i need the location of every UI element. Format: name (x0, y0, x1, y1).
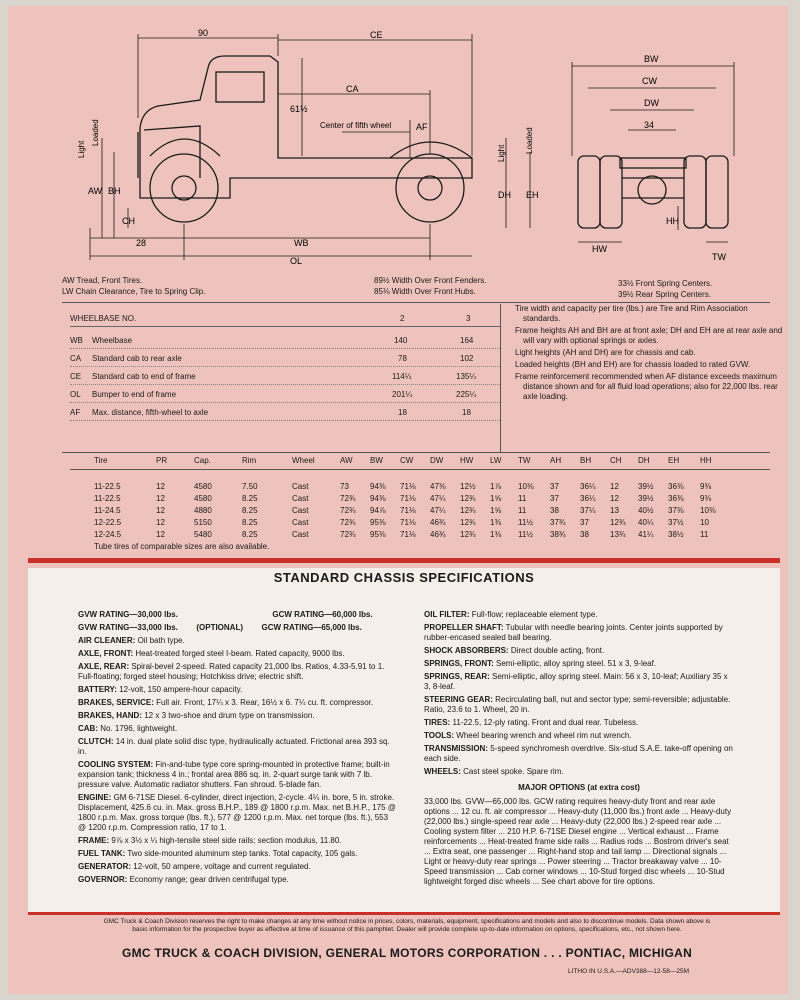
gvw-rating-optional: GVW RATING—33,000 lbs. (78, 623, 178, 632)
spec-item (424, 767, 734, 777)
table-cell: 36¼ (580, 482, 596, 491)
table-cell: Cast (292, 494, 309, 503)
table-cell: DW (430, 456, 444, 465)
table-cell: CH (610, 456, 622, 465)
spec-value: 12 x 3 two-shoe and drum type on transmission. (142, 711, 315, 720)
spec-value: 9⅞ x 3½ x ¼ high-tensile steel side rails; section modulus, 11.80. (109, 836, 342, 845)
optional-label: (OPTIONAL) (196, 623, 244, 632)
spec-item (78, 662, 398, 682)
table-cell: 39½ (638, 494, 654, 503)
spec-item (78, 836, 398, 846)
table-cell: 94⅞ (370, 506, 386, 515)
spec-value: Direct double acting, front. (508, 646, 605, 655)
spec-value: Semi-elliptic, alloy spring steel. 51 x 3, 9-leaf. (493, 659, 657, 668)
table-cell: 71⅛ (400, 482, 416, 491)
spec-front-hubs: 85⅛ Width Over Front Hubs. (374, 287, 476, 296)
spec-value: GM 6-71SE Diesel. 6-cylinder, direct injection, 2-cycle. 4¼ in. bore, 5 in. stroke. Displacement, 425.6 cu. in. Max. gross B.H.P., 189 @ 1800 r.p.m. Max. net B.H.P., 175 @ 1800 r.p.m. Max. gross torque (lbs. ft.), 577 @ 1200 r.p.m. Max. net torque (lbs. ft.), 553 @ 1200 r.p.m. Compression ratio, 17 to 1. (78, 793, 396, 832)
table-cell: 11-22.5 (94, 482, 121, 491)
table-cell: AH (550, 456, 562, 465)
spec-item (424, 623, 734, 643)
spec-item (424, 610, 734, 620)
spec-key: FRAME: (78, 836, 110, 845)
red-band-top (28, 558, 780, 563)
table-cell: 10⅜ (518, 482, 534, 491)
dim-fifth-wheel: Center of fifth wheel (320, 121, 392, 130)
dim-bw: BW (644, 54, 659, 64)
table-cell: 47¼ (430, 494, 446, 503)
note-item: Frame reinforcement recommended when AF distance exceeds maximum distance shown and for all fluid load operations; also for 22,000 lbs. rear axle loading. (515, 372, 778, 401)
divider-mid (62, 452, 770, 453)
row-value-2: 201¼ (392, 390, 413, 399)
options-heading: MAJOR OPTIONS (at extra cost) (518, 783, 640, 792)
table-row (70, 334, 500, 349)
footer-title: GMC TRUCK & COACH DIVISION, GENERAL MOTORS CORPORATION . . . PONTIAC, MICHIGAN (121, 946, 693, 960)
table-cell: Cap. (194, 456, 211, 465)
rear-tire-right-outer (706, 156, 728, 228)
table-cell: 12½ (460, 482, 476, 491)
row-code: AF (70, 408, 81, 417)
table-cell: 95⅜ (370, 530, 386, 539)
spec-key: GOVERNOR: (78, 875, 128, 884)
table-cell: 47⅜ (430, 482, 446, 491)
table-cell: 12 (610, 482, 619, 491)
specs-right-column (424, 610, 734, 890)
spec-value: 5-speed synchromesh overdrive. Six-stud S.A.E. take-off opening on each side. (424, 744, 733, 763)
table-cell: 72¾ (340, 518, 356, 527)
spec-value: 11-22.5, 12-ply rating. Front and dual rear. Tubeless. (450, 718, 639, 727)
dim-61: 61½ (290, 104, 308, 114)
table-cell: 73 (340, 482, 349, 491)
divider-top (62, 302, 770, 303)
specs-left-column (78, 610, 398, 888)
note-item: Tire width and capacity per tire (lbs.) are Tire and Rim Association standards. (515, 304, 748, 323)
spec-key: SHOCK ABSORBERS: (424, 646, 509, 655)
rear-frame (620, 158, 686, 168)
spec-sheet (8, 6, 788, 994)
dim-ce: CE (370, 30, 383, 40)
dim-loaded-right: Loaded (525, 127, 534, 154)
table-cell: Rim (242, 456, 257, 465)
table-cell: 12 (156, 506, 165, 515)
spec-item (78, 849, 398, 859)
table-cell: 36⅜ (668, 482, 684, 491)
table-cell: 37 (550, 482, 559, 491)
spec-item (424, 659, 734, 669)
spec-value: Full-flow; replaceable element type. (469, 610, 598, 619)
dim-cw: CW (642, 76, 657, 86)
table-cell: 37¾ (550, 518, 566, 527)
table-cell: HW (460, 456, 474, 465)
notes-block (500, 304, 785, 452)
table-cell: CW (400, 456, 414, 465)
cab-window (216, 72, 264, 102)
row-label: Standard cab to end of frame (92, 372, 196, 381)
spec-key: AIR CLEANER: (78, 636, 136, 645)
table-cell: 9⅜ (700, 482, 712, 491)
table-cell: 46¾ (430, 530, 446, 539)
table-cell: 1⅜ (490, 518, 502, 527)
table-cell: AW (340, 456, 353, 465)
table-row (70, 388, 500, 403)
spec-front-fenders: 89½ Width Over Front Fenders. (374, 276, 487, 285)
spec-front-spring: 33½ Front Spring Centers. (618, 279, 713, 288)
table-row (70, 352, 500, 367)
table-cell: 38 (580, 530, 589, 539)
rating-line (78, 623, 398, 633)
row-value-3: 225¼ (456, 390, 477, 399)
table-cell: 4880 (194, 506, 212, 515)
table-cell: 5150 (194, 518, 212, 527)
wheelbase-header-label: WHEELBASE NO. (70, 314, 137, 323)
dim-light-right: Light (497, 144, 506, 162)
table-cell: 12 (156, 518, 165, 527)
table-cell: BH (580, 456, 592, 465)
spec-key: BATTERY: (78, 685, 117, 694)
spec-item (78, 793, 398, 833)
tire-table-header (70, 456, 770, 468)
dim-bh: BH (108, 186, 121, 196)
table-cell: 37¼ (580, 506, 596, 515)
table-cell: 12¾ (460, 518, 476, 527)
table-cell: 11-22.5 (94, 494, 121, 503)
table-cell: 12-24.5 (94, 530, 122, 539)
table-row (70, 370, 500, 385)
table-cell: 37 (580, 518, 589, 527)
spec-value: Spiral-bevel 2-speed. Rated capacity 21,000 lbs. Ratios, 4.33-5.91 to 1. Full-floating; forged steel housing; Hotchkiss drive; electric shift. (78, 662, 385, 681)
table-cell: 37⅜ (668, 506, 684, 515)
spec-key: WHEELS: (424, 767, 461, 776)
table-cell: 72¾ (340, 506, 356, 515)
table-cell: 4580 (194, 482, 212, 491)
table-cell: BW (370, 456, 383, 465)
table-cell: EH (668, 456, 680, 465)
table-row (70, 530, 770, 542)
spec-item (78, 698, 398, 708)
table-cell: 8.25 (242, 506, 258, 515)
table-cell: 10⅜ (700, 506, 716, 515)
table-cell: 95⅜ (370, 518, 386, 527)
spec-item (78, 636, 398, 646)
table-cell: DH (638, 456, 650, 465)
table-cell: 13 (610, 506, 619, 515)
spec-item (78, 649, 398, 659)
spec-item (78, 862, 398, 872)
spec-rear-spring: 39½ Rear Spring Centers. (618, 290, 711, 299)
gvw-rating: GVW RATING—30,000 lbs. (78, 610, 178, 619)
table-cell: 36⅜ (668, 494, 684, 503)
rear-tire-right-inner (684, 156, 706, 228)
wheelbase-header (70, 312, 500, 327)
dim-eh: EH (526, 190, 539, 200)
table-cell: 8.25 (242, 530, 258, 539)
spec-key: TIRES: (424, 718, 451, 727)
dim-af: AF (416, 122, 428, 132)
spec-item (424, 744, 734, 764)
row-label: Standard cab to rear axle (92, 354, 182, 363)
spec-item (78, 760, 398, 790)
table-cell: 72¾ (340, 530, 356, 539)
dim-90: 90 (198, 28, 209, 38)
table-cell: Cast (292, 482, 309, 491)
row-value-2: 78 (398, 354, 407, 363)
spec-key: BRAKES, SERVICE: (78, 698, 154, 707)
table-cell: 38½ (668, 530, 684, 539)
table-cell: 1⅝ (490, 494, 502, 503)
litho-code: LITHO IN U.S.A.—ADV388—12-58—25M (568, 968, 690, 975)
table-cell: 39½ (638, 482, 654, 491)
spec-value: Economy range; gear driven centrifugal type. (127, 875, 289, 884)
spec-key: SPRINGS, REAR: (424, 672, 490, 681)
spec-value: Tubular with needle bearing joints. Center joints supported by rubber-encased sealed ball bearing. (424, 623, 723, 642)
table-cell: 41¼ (638, 530, 654, 539)
row-value-2: 18 (398, 408, 407, 417)
spec-key: BRAKES, HAND: (78, 711, 142, 720)
spec-key: ENGINE: (78, 793, 112, 802)
spec-value: 12-volt, 50 ampere, voltage and current regulated. (131, 862, 311, 871)
truck-dimension-diagram (77, 28, 790, 274)
dim-wb: WB (294, 238, 309, 248)
dim-tw: TW (712, 252, 726, 262)
gcw-rating-optional: GCW RATING—65,000 lbs. (261, 623, 362, 632)
table-cell: 1⅝ (490, 506, 502, 515)
dim-34: 34 (644, 120, 655, 130)
spec-value: Recirculating ball, nut and sector type; semi-reversible; adjustable. Ratio, 23.6 to 1. Wheel, 20 in. (424, 695, 731, 714)
table-row (70, 406, 500, 421)
spec-value: 12-volt, 150 ampere-hour capacity. (116, 685, 243, 694)
row-code: CE (70, 372, 82, 381)
dim-ch: CH (122, 216, 135, 226)
table-cell: 8.25 (242, 518, 258, 527)
dim-light-left: Light (77, 140, 86, 158)
table-cell: 11-24.5 (94, 506, 121, 515)
section-title (28, 568, 780, 588)
spec-item (424, 731, 734, 741)
table-cell: 12 (156, 530, 165, 539)
spec-key: AXLE, FRONT: (78, 649, 134, 658)
gcw-rating: GCW RATING—60,000 lbs. (272, 610, 373, 619)
table-cell: 11 (518, 506, 527, 515)
row-value-3: 18 (462, 408, 471, 417)
table-cell: 37 (550, 494, 559, 503)
front-wheel (150, 154, 218, 222)
spec-item (424, 646, 734, 656)
dim-hw: HW (592, 244, 607, 254)
row-code: CA (70, 354, 82, 363)
table-cell: 12¾ (610, 518, 626, 527)
table-cell: 12 (156, 482, 165, 491)
row-value-3: 135¼ (456, 372, 477, 381)
row-label: Bumper to end of frame (92, 390, 177, 399)
red-band-footer (28, 912, 780, 915)
table-cell: 46¾ (430, 518, 446, 527)
spec-item (78, 724, 398, 734)
dim-ca: CA (346, 84, 359, 94)
table-cell: 71⅛ (400, 518, 416, 527)
spec-key: SPRINGS, FRONT: (424, 659, 494, 668)
table-cell: 4580 (194, 494, 212, 503)
table-cell: 38¾ (550, 530, 566, 539)
note-item: Frame heights AH and BH are at front axle; DH and EH are at rear axle and will vary with optional springs or axles. (515, 326, 783, 345)
spec-value: Two side-mounted aluminum step tanks. Total capacity, 105 gals. (125, 849, 358, 858)
table-row (70, 518, 770, 530)
spec-aw: AW Tread, Front Tires. (62, 276, 143, 285)
row-value-2: 114¼ (392, 372, 412, 381)
table-cell: 71⅛ (400, 506, 416, 515)
table-cell: HH (700, 456, 712, 465)
row-label: Wheelbase (92, 336, 133, 345)
differential (638, 176, 666, 204)
table-cell: Wheel (292, 456, 315, 465)
spec-key: CLUTCH: (78, 737, 114, 746)
spec-key: TOOLS: (424, 731, 455, 740)
note-item: Light heights (AH and DH) are for chassis and cab. (515, 348, 696, 357)
table-cell: 36¼ (580, 494, 596, 503)
spec-key: STEERING GEAR: (424, 695, 493, 704)
spec-value: Cast steel spoke. Spare rim. (460, 767, 564, 776)
table-cell: 11½ (518, 518, 533, 527)
spec-item (78, 737, 398, 757)
table-cell: 11 (518, 494, 527, 503)
rear-tire-left-outer (578, 156, 600, 228)
spec-value: Full air. Front, 17¼ x 3. Rear, 16½ x 6. 7¼ cu. ft. compressor. (153, 698, 374, 707)
spec-key: AXLE, REAR: (78, 662, 130, 671)
rear-tire-left-inner (600, 156, 622, 228)
section-title-text: STANDARD CHASSIS SPECIFICATIONS (273, 570, 535, 585)
spec-value: Fin-and-tube type core spring-mounted in protective frame; built-in expansion tank; thickness 4 in.; frontal area 886 sq. in. 2-quart surge tank with 7 lb. pressure valve. Automatic radiator shutters. Fan shroud. 5-blade fan. (78, 760, 390, 789)
table-cell: 47¼ (430, 506, 446, 515)
table-cell: 5480 (194, 530, 212, 539)
spec-item (78, 685, 398, 695)
spec-key: OIL FILTER: (424, 610, 470, 619)
table-cell: 12¾ (460, 530, 476, 539)
spec-item (78, 711, 398, 721)
row-value-3: 164 (460, 336, 474, 345)
row-value-2: 140 (394, 336, 408, 345)
spec-value: No. 1796, lightweight. (98, 724, 178, 733)
table-cell: 38 (550, 506, 559, 515)
spec-item (78, 875, 398, 885)
table-cell: 12 (156, 494, 165, 503)
spec-key: COOLING SYSTEM: (78, 760, 154, 769)
table-cell: 94⅜ (370, 482, 386, 491)
spec-key: PROPELLER SHAFT: (424, 623, 504, 632)
spec-key: GENERATOR: (78, 862, 132, 871)
table-cell: 12¾ (460, 494, 476, 503)
dim-hh: HH (666, 216, 679, 226)
table-cell: 9⅜ (700, 494, 712, 503)
table-cell: 37½ (668, 518, 684, 527)
table-cell: Cast (292, 530, 309, 539)
spec-key: CAB: (78, 724, 98, 733)
row-code: OL (70, 390, 81, 399)
table-cell: 10 (700, 518, 709, 527)
dim-aw: AW (88, 186, 103, 196)
table-cell: 40¼ (638, 518, 654, 527)
table-cell: 71⅛ (400, 530, 416, 539)
table-row (70, 494, 770, 506)
spec-value: Oil bath type. (135, 636, 185, 645)
disclaimer: GMC Truck & Coach Division reserves the right to make changes at any time without notice in prices, colors, materials, equipment, specifications and models and also to discontinue models. Data shown above is basic information for the prospective buyer as effective at time of issuance of this pamphlet. Dealer will provide complete up-to-date information on options, specifications, etc., not shown here. (103, 918, 711, 933)
table-cell: 71⅛ (400, 494, 416, 503)
dim-dw: DW (644, 98, 659, 108)
options-text: 33,000 lbs. GVW—65,000 lbs. GCW rating requires heavy-duty front and rear axle options ... 12 cu. ft. air compressor ... Heavy-duty (11,000 lbs.) front axle ... Heavy-duty (22,000 lbs.) single-speed rear axle ... Heavy-duty (22,000 lbs.) 2-speed rear axle ... Cooling system filter ... 210 H.P. 6-71SE Diesel engine ... Vertical exhaust ... Frame reinforcements ... Heat-treated frame side rails ... Radius rods ... Bostrom driver's seat ... Extra seat, one passenger ... Right-hand stop and tail lamp ... Directional signals ... Light or heavy-duty rear springs ... Power steering ... Tractor breakaway valve ... 10-Speed transmission ... Cab corner windows ... 10-Stud forged disc wheels ... 10-Stud lightweight forged disc wheels ... See chart above for tire options. (424, 797, 732, 886)
table-cell: TW (518, 456, 531, 465)
table-row (70, 506, 770, 518)
table-cell: 7.50 (242, 482, 258, 491)
row-label: Max. distance, fifth-wheel to axle (92, 408, 209, 417)
table-cell: 94⅜ (370, 494, 386, 503)
table-cell: 8.25 (242, 494, 258, 503)
spec-value: Wheel bearing wrench and wheel rim nut wrench. (454, 731, 632, 740)
table-cell: 12¾ (460, 506, 476, 515)
rear-wheel (396, 154, 464, 222)
wheelbase-header-2: 2 (400, 314, 405, 323)
spec-item (424, 672, 734, 692)
spec-value: Heat-treated forged steel I-beam. Rated capacity, 9000 lbs. (133, 649, 345, 658)
table-cell: Cast (292, 506, 309, 515)
wheelbase-header-3: 3 (466, 314, 471, 323)
tire-note: Tube tires of comparable sizes are also available. (94, 542, 270, 551)
table-cell: LW (490, 456, 502, 465)
dim-dh: DH (498, 190, 511, 200)
row-value-3: 102 (460, 354, 474, 363)
table-cell: 12 (610, 494, 619, 503)
table-cell: Cast (292, 518, 309, 527)
dim-loaded-left: Loaded (91, 119, 100, 146)
row-code: WB (70, 336, 83, 345)
table-cell: 1⅞ (490, 482, 502, 491)
table-cell: 13¾ (610, 530, 626, 539)
spec-value: 14 in. dual plate solid disc type, hydraulically actuated. Frictional area 393 sq. in. (78, 737, 390, 756)
tire-table-rule (70, 469, 770, 470)
spec-item (424, 695, 734, 715)
rating-line (78, 610, 398, 620)
note-item: Loaded heights (BH and EH) are for chassis loaded to rated GVW. (515, 360, 751, 369)
table-cell: 40½ (638, 506, 654, 515)
spec-value: Semi-elliptic, alloy spring steel. Main: 56 x 3, 10-leaf; Auxiliary 35 x 3, 8-leaf. (424, 672, 728, 691)
dim-ol: OL (290, 256, 303, 266)
table-cell: 72¾ (340, 494, 356, 503)
spec-item (424, 718, 734, 728)
table-cell: 11½ (518, 530, 533, 539)
spec-lw: LW Chain Clearance, Tire to Spring Clip. (62, 287, 206, 296)
spec-key: FUEL TANK: (78, 849, 126, 858)
spec-key: TRANSMISSION: (424, 744, 488, 753)
dim-28: 28 (136, 238, 147, 248)
table-cell: PR (156, 456, 168, 465)
table-cell: 12-22.5 (94, 518, 122, 527)
table-row (70, 482, 770, 494)
table-cell: Tire (94, 456, 108, 465)
table-cell: 1⅜ (490, 530, 502, 539)
table-cell: 11 (700, 530, 709, 539)
